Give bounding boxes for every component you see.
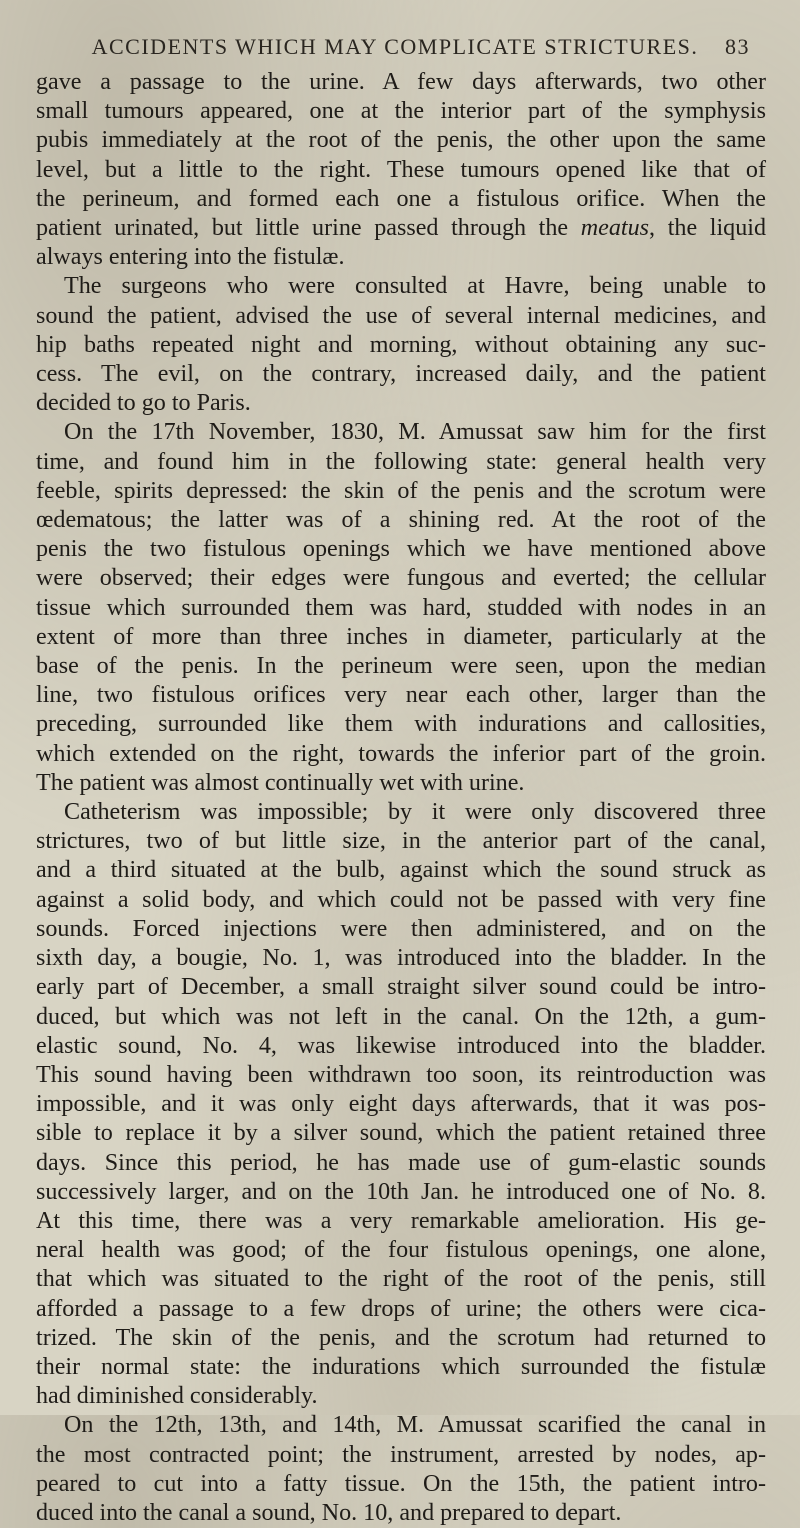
paragraph	[36, 68, 766, 272]
text-line: patient urinated, but little urine passed through the meatus, the liquid	[36, 215, 766, 242]
text-line: feeble, spirits depressed: the skin of the penis and the scrotum were	[36, 477, 766, 504]
paragraph	[36, 798, 766, 1411]
text-line: The surgeons who were consulted at Havre, being unable to	[64, 273, 766, 300]
text-line: and a third situated at the bulb, against which the sound struck as	[36, 857, 766, 884]
text-line: early part of December, a small straight silver sound could be intro-	[36, 974, 766, 1001]
text-line: that which was situated to the right of the root of the penis, still	[36, 1266, 766, 1293]
running-head-title: ACCIDENTS WHICH MAY COMPLICATE STRICTURES.	[91, 34, 699, 59]
text-line: peared to cut into a fatty tissue. On the 15th, the patient intro-	[36, 1470, 766, 1497]
text-line: days. Since this period, he has made use of gum-elastic sounds	[36, 1149, 766, 1176]
text-line: decided to go to Paris.	[36, 390, 251, 417]
text-line: had diminished considerably.	[36, 1383, 318, 1410]
text-line: small tumours appeared, one at the interior part of the symphysis	[36, 98, 766, 125]
running-head	[50, 34, 750, 60]
text-line: Catheterism was impossible; by it were only discovered three	[64, 799, 766, 826]
text-line: œdematous; the latter was of a shining red. At the root of the	[36, 507, 766, 534]
text-line: This sound having been withdrawn too soon, its reintroduction was	[36, 1061, 766, 1088]
text-line: cess. The evil, on the contrary, increased daily, and the patient	[36, 361, 766, 388]
paragraph	[36, 272, 766, 418]
text-line: always entering into the fistulæ.	[36, 244, 345, 271]
text-line: The patient was almost continually wet with urine.	[36, 769, 525, 796]
paragraph	[36, 1411, 766, 1528]
text-line: line, two fistulous orifices very near each other, larger than the	[36, 682, 766, 709]
text-line: pubis immediately at the root of the penis, the other upon the same	[36, 127, 766, 154]
text-line: the most contracted point; the instrument, arrested by nodes, ap-	[36, 1441, 766, 1468]
text-line: On the 12th, 13th, and 14th, M. Amussat scarified the canal in	[64, 1412, 766, 1439]
text-line: afforded a passage to a few drops of urine; the others were cica-	[36, 1295, 766, 1322]
text-line: elastic sound, No. 4, was likewise introduced into the bladder.	[36, 1032, 766, 1059]
text-line: time, and found him in the following state: general health very	[36, 448, 766, 475]
text-line: level, but a little to the right. These tumours opened like that of	[36, 156, 766, 183]
text-line: base of the penis. In the perineum were seen, upon the median	[36, 653, 766, 680]
text-line: tissue which surrounded them was hard, studded with nodes in an	[36, 594, 766, 621]
text-line: the perineum, and formed each one a fistulous orifice. When the	[36, 185, 766, 212]
text-line: penis the two fistulous openings which we have mentioned above	[36, 536, 766, 563]
text-line: On the 17th November, 1830, M. Amussat saw him for the first	[64, 419, 766, 446]
text-line: trized. The skin of the penis, and the scrotum had returned to	[36, 1324, 766, 1351]
text-line: sible to replace it by a silver sound, which the patient retained three	[36, 1120, 766, 1147]
paragraph	[36, 418, 766, 798]
text-line: sound the patient, advised the use of several internal medicines, and	[36, 302, 766, 329]
text-line: their normal state: the indurations which surrounded the fistulæ	[36, 1353, 766, 1380]
text-line: successively larger, and on the 10th Jan. he introduced one of No. 8.	[36, 1178, 766, 1205]
page-number: 83	[725, 34, 750, 59]
text-line: At this time, there was a very remarkable amelioration. His ge-	[36, 1207, 766, 1234]
text-line: preceding, surrounded like them with indurations and callosities,	[36, 711, 766, 738]
text-line: duced, but which was not left in the canal. On the 12th, a gum-	[36, 1003, 766, 1030]
text-line: impossible, and it was only eight days afterwards, that it was pos-	[36, 1091, 766, 1118]
text-line: against a solid body, and which could not be passed with very fine	[36, 886, 766, 913]
text-line: gave a passage to the urine. A few days afterwards, two other	[36, 69, 766, 95]
text-line: were observed; their edges were fungous and everted; the cellular	[36, 565, 766, 592]
body-text	[36, 68, 766, 1528]
text-line: strictures, two of but little size, in the anterior part of the canal,	[36, 828, 766, 855]
text-line: hip baths repeated night and morning, without obtaining any suc-	[36, 331, 766, 358]
text-line: sounds. Forced injections were then administered, and on the	[36, 915, 766, 942]
text-line: extent of more than three inches in diameter, particularly at the	[36, 623, 766, 650]
text-line: sixth day, a bougie, No. 1, was introduced into the bladder. In the	[36, 945, 766, 972]
text-line: neral health was good; of the four fistulous openings, one alone,	[36, 1237, 766, 1264]
text-line: which extended on the right, towards the inferior part of the groin.	[36, 740, 766, 767]
text-line: duced into the canal a sound, No. 10, and prepared to depart.	[36, 1499, 622, 1526]
